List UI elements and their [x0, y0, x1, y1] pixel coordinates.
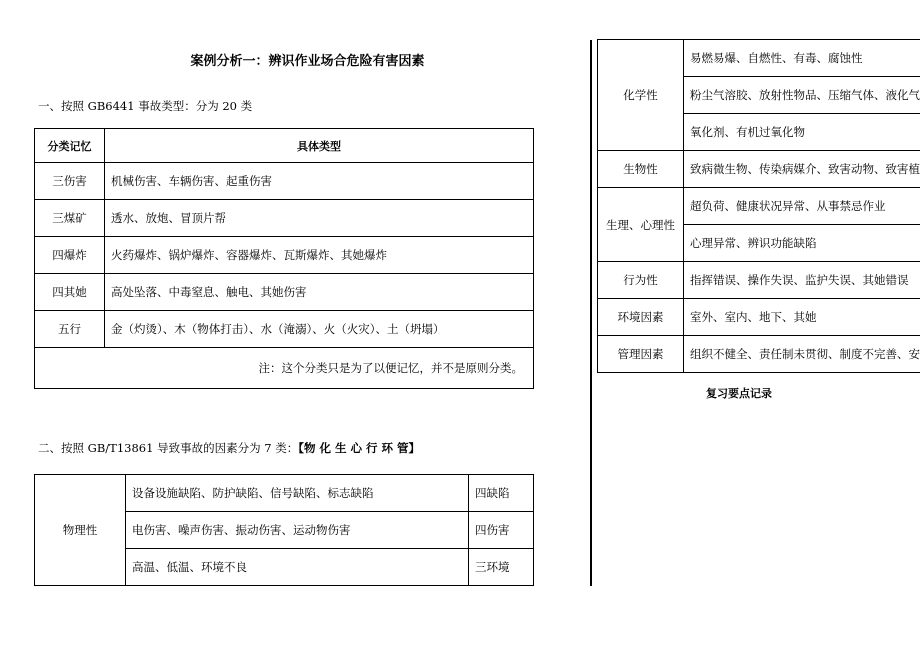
row-value: 透水、放炮、冒顶片帮: [105, 200, 534, 237]
factor-category-table: [597, 39, 920, 373]
row-value: 火药爆炸、锅炉爆炸、容器爆炸、瓦斯爆炸、其她爆炸: [105, 237, 534, 274]
category-biological: 生物性: [598, 151, 684, 188]
header-type: 具体类型: [105, 129, 534, 163]
row-key: 四其她: [35, 274, 105, 311]
factor-desc: 设备设施缺陷、防护缺陷、信号缺陷、标志缺陷: [126, 475, 469, 512]
factor-desc: 室外、室内、地下、其她: [684, 299, 920, 336]
section-1-heading: 一、按照 GB6441 事故类型：分为 20 类: [38, 99, 253, 113]
factor-desc: 组织不健全、责任制未贯彻、制度不完善、安: [684, 336, 920, 373]
factor-desc: 电伤害、噪声伤害、振动伤害、运动物伤害: [126, 512, 469, 549]
review-title: 复习要点记录: [706, 387, 772, 400]
accident-type-table: [34, 128, 534, 389]
section-2-mnemonic: 【物 化 生 心 行 环 管】: [298, 441, 420, 455]
category-physical: 物理性: [35, 475, 126, 586]
factor-abbr: 三环境: [469, 549, 534, 586]
column-divider: [590, 40, 592, 586]
factor-desc: 易燃易爆、自燃性、有毒、腐蚀性: [684, 40, 920, 77]
factor-desc: 高温、低温、环境不良: [126, 549, 469, 586]
factor-desc: 超负荷、健康状况异常、从事禁忌作业: [684, 188, 920, 225]
category-environment: 环境因素: [598, 299, 684, 336]
physical-factor-table: [34, 474, 534, 586]
factor-abbr: 四缺陷: [469, 475, 534, 512]
row-key: 三煤矿: [35, 200, 105, 237]
factor-desc: 氧化剂、有机过氧化物: [684, 114, 920, 151]
table-note: 注：这个分类只是为了以便记忆，并不是原则分类。: [35, 348, 534, 389]
factor-abbr: 四伤害: [469, 512, 534, 549]
row-key: 四爆炸: [35, 237, 105, 274]
factor-desc: 指挥错误、操作失误、监护失误、其她错误: [684, 262, 920, 299]
category-physio: 生理、心理性: [598, 188, 684, 262]
category-chemical: 化学性: [598, 40, 684, 151]
row-value: 金（灼烫）、木（物体打击）、水（淹溺）、火（火灾）、土（坍塌）: [105, 311, 534, 348]
row-value: 机械伤害、车辆伤害、起重伤害: [105, 163, 534, 200]
category-behavior: 行为性: [598, 262, 684, 299]
row-key: 三伤害: [35, 163, 105, 200]
section-2-heading: [38, 440, 420, 456]
factor-desc: 粉尘气溶胶、放射性物品、压缩气体、液化气: [684, 77, 920, 114]
factor-desc: 心理异常、辨识功能缺陷: [684, 225, 920, 262]
page-title: 案例分析一：辨识作业场合危险有害因素: [190, 54, 425, 69]
row-value: 高处坠落、中毒窒息、触电、其她伤害: [105, 274, 534, 311]
section-2-text: 二、按照 GB/T13861 导致事故的因素分为 7 类：: [38, 441, 299, 455]
factor-desc: 致病微生物、传染病媒介、致害动物、致害植: [684, 151, 920, 188]
category-management: 管理因素: [598, 336, 684, 373]
row-key: 五行: [35, 311, 105, 348]
header-memory: 分类记忆: [35, 129, 105, 163]
